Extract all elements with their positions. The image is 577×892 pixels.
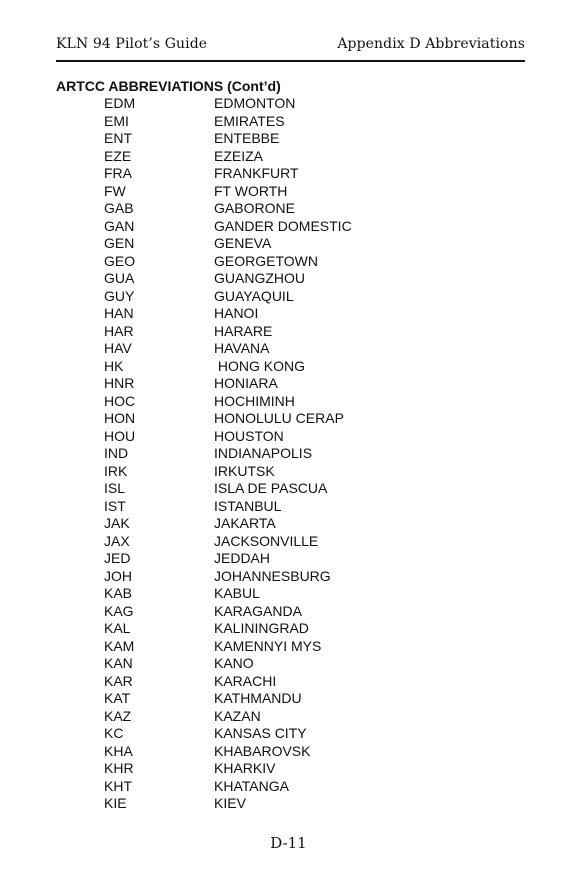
abbreviation-row: [104, 253, 534, 271]
abbreviation-row: [104, 743, 534, 761]
abbreviation-code: GEO: [104, 252, 136, 269]
abbreviation-row: [104, 410, 534, 428]
center-name: KARACHI: [214, 672, 277, 689]
abbreviation-row: [104, 235, 534, 253]
abbreviation-row: [104, 130, 534, 148]
abbreviation-row: [104, 340, 534, 358]
abbreviation-row: [104, 585, 534, 603]
abbreviation-code: EZE: [104, 147, 132, 164]
center-name: ISLA DE PASCUA: [214, 480, 328, 496]
abbreviation-row: [104, 673, 534, 691]
center-name: KIEV: [214, 795, 246, 811]
abbreviation-row: [104, 778, 534, 796]
guide-title: KLN 94 Pilot’s Guide: [56, 36, 208, 52]
abbreviation-row: [104, 655, 534, 673]
abbreviation-code: GAN: [104, 217, 135, 234]
abbreviation-row: [104, 638, 534, 656]
abbreviation-code: KAL: [104, 620, 131, 636]
abbreviation-row: [104, 148, 534, 166]
center-name: GABORONE: [214, 200, 295, 216]
abbreviation-code: KAB: [104, 585, 133, 601]
abbreviation-code: KAN: [104, 655, 133, 671]
abbreviation-code: HNR: [104, 375, 135, 391]
abbreviation-code: JAX: [104, 532, 130, 549]
abbreviation-row: [104, 795, 534, 813]
abbreviation-code: KHT: [104, 777, 132, 794]
center-name: KABUL: [214, 585, 260, 601]
abbreviation-row: [104, 200, 534, 218]
abbreviation-code: HOC: [104, 392, 136, 409]
abbreviation-row: [104, 358, 534, 376]
center-name: HONG KONG: [214, 357, 306, 374]
center-name: INDIANAPOLIS: [214, 445, 313, 461]
abbreviation-row: [104, 218, 534, 236]
center-name: KATHMANDU: [214, 690, 302, 706]
abbreviation-row: [104, 708, 534, 726]
abbreviation-code: JED: [104, 550, 131, 566]
abbreviation-row: [104, 515, 534, 533]
abbreviation-code: FW: [104, 182, 126, 199]
appendix-title: Appendix D Abbreviations: [337, 36, 525, 52]
abbreviation-row: [104, 183, 534, 201]
abbreviation-code: GUA: [104, 270, 135, 286]
abbreviation-row: [104, 463, 534, 481]
abbreviation-row: [104, 323, 534, 341]
center-name: EDMONTON: [214, 95, 296, 111]
abbreviation-code: JOH: [104, 567, 132, 584]
abbreviation-row: [104, 603, 534, 621]
center-name: HOUSTON: [214, 427, 284, 444]
center-name: GENEVA: [214, 235, 272, 251]
center-name: HANOI: [214, 305, 259, 321]
page-header: [56, 36, 525, 62]
center-name: ENTEBBE: [214, 130, 280, 146]
abbreviation-code: JAK: [104, 515, 130, 531]
abbreviation-code: KC: [104, 725, 124, 741]
abbreviation-code: HAN: [104, 305, 134, 321]
abbreviation-code: FRA: [104, 165, 132, 181]
center-name: JAKARTA: [214, 515, 276, 531]
abbreviation-row: [104, 568, 534, 586]
center-name: KAZAN: [214, 707, 261, 724]
abbreviation-code: KIE: [104, 795, 127, 811]
abbreviation-code: KAR: [104, 672, 133, 689]
center-name: HONOLULU CERAP: [214, 410, 344, 426]
abbreviation-code: IND: [104, 445, 129, 461]
abbreviation-code: KHR: [104, 760, 134, 776]
abbreviation-code: HAV: [104, 340, 132, 356]
abbreviation-code: HOU: [104, 427, 136, 444]
abbreviation-row: [104, 620, 534, 638]
abbreviation-row: [104, 480, 534, 498]
abbreviation-row: [104, 165, 534, 183]
center-name: HONIARA: [214, 375, 278, 391]
abbreviation-list: [104, 95, 534, 813]
abbreviation-code: KAZ: [104, 707, 132, 724]
abbreviation-row: [104, 113, 534, 131]
center-name: KHABAROVSK: [214, 742, 311, 759]
center-name: FRANKFURT: [214, 165, 299, 181]
center-name: KAMENNYI MYS: [214, 637, 322, 654]
abbreviation-row: [104, 428, 534, 446]
section-title: ARTCC ABBREVIATIONS (Cont’d): [56, 78, 281, 94]
center-name: KANO: [214, 655, 254, 671]
abbreviation-code: GEN: [104, 235, 135, 251]
center-name: GEORGETOWN: [214, 252, 318, 269]
center-name: KANSAS CITY: [214, 725, 307, 741]
center-name: GUAYAQUIL: [214, 287, 294, 304]
abbreviation-code: KAT: [104, 690, 131, 706]
center-name: KHARKIV: [214, 760, 276, 776]
center-name: EMIRATES: [214, 112, 285, 129]
center-name: IRKUTSK: [214, 462, 275, 479]
center-name: FT WORTH: [214, 182, 288, 199]
center-name: KARAGANDA: [214, 602, 302, 619]
abbreviation-code: KAG: [104, 602, 134, 619]
abbreviation-row: [104, 393, 534, 411]
center-name: GANDER DOMESTIC: [214, 217, 352, 234]
abbreviation-row: [104, 533, 534, 551]
center-name: JOHANNESBURG: [214, 567, 331, 584]
abbreviation-code: HAR: [104, 322, 134, 339]
page-number: D-11: [270, 834, 307, 852]
abbreviation-code: EDM: [104, 95, 136, 111]
abbreviation-row: [104, 95, 534, 113]
center-name: ISTANBUL: [214, 497, 282, 514]
abbreviation-row: [104, 375, 534, 393]
abbreviation-row: [104, 445, 534, 463]
abbreviation-code: HK: [104, 357, 124, 374]
center-name: KHATANGA: [214, 777, 289, 794]
abbreviation-code: ISL: [104, 480, 126, 496]
abbreviation-row: [104, 690, 534, 708]
center-name: GUANGZHOU: [214, 270, 305, 286]
abbreviation-code: GAB: [104, 200, 134, 216]
abbreviation-row: [104, 305, 534, 323]
abbreviation-row: [104, 760, 534, 778]
abbreviation-code: KHA: [104, 742, 133, 759]
center-name: JEDDAH: [214, 550, 271, 566]
abbreviation-code: IST: [104, 497, 126, 514]
abbreviation-row: [104, 725, 534, 743]
abbreviation-row: [104, 288, 534, 306]
abbreviation-code: GUY: [104, 287, 135, 304]
center-name: HOCHIMINH: [214, 392, 295, 409]
abbreviation-code: ENT: [104, 130, 132, 146]
abbreviation-row: [104, 270, 534, 288]
abbreviation-code: IRK: [104, 462, 128, 479]
center-name: HAVANA: [214, 340, 270, 356]
abbreviation-code: EMI: [104, 112, 129, 129]
center-name: KALININGRAD: [214, 620, 309, 636]
abbreviation-code: KAM: [104, 637, 135, 654]
center-name: HARARE: [214, 322, 273, 339]
abbreviation-row: [104, 498, 534, 516]
center-name: JACKSONVILLE: [214, 532, 319, 549]
abbreviation-row: [104, 550, 534, 568]
abbreviation-code: HON: [104, 410, 136, 426]
center-name: EZEIZA: [214, 147, 264, 164]
